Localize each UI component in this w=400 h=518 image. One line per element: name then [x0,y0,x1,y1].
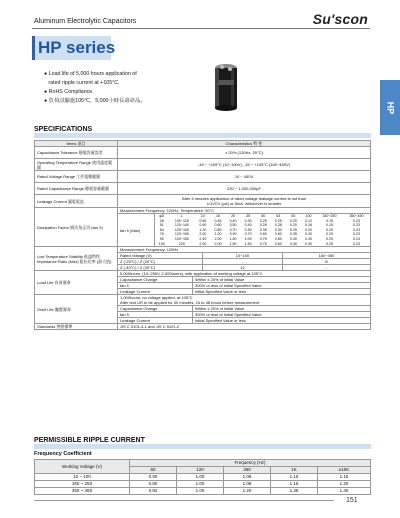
criteria-value: 300% or less of Initial Specified Value [193,312,371,318]
spec-item: Operating Temperature Range 使用溫度範圍 [35,159,118,171]
spec-value [118,195,371,208]
spec-item: Capacitance Tolerance 靜電容量誤差 [35,147,118,159]
coefficient-cell: 0.80 [130,481,177,488]
df-cell: 0.30 [274,227,282,232]
criteria-value: Within ± 20% of initial Value [193,277,371,283]
df-cell: 0.25 [325,241,333,246]
df-cell: φD [159,214,165,218]
df-cell: 100~120 [174,218,189,223]
ripple-row [35,474,371,481]
df-cell: 0.70 [244,232,252,237]
df-cell: 0.23 [352,223,360,228]
df-cell: 0.40 [244,223,252,228]
criteria-value: Initial Specified Value or less [195,318,246,324]
spec-value-line: After 5 minutes application of rated voltage leakage current is not than [181,196,307,201]
df-cell: 2.00 [214,236,222,241]
ripple-row [35,488,371,495]
lt-cell: Rated Voltage (V) [118,253,203,259]
ripple-header-row [35,460,371,467]
df-cell: 80 [291,214,296,218]
table-row [35,324,371,330]
ripple-subtitle: Frequency Coefficient [34,451,92,457]
df-cell: 0.75 [259,241,267,246]
freq-cell: 1K [271,467,318,474]
df-cell: 0.30 [304,236,312,241]
table-row [35,147,371,159]
dissipation-table [155,214,370,246]
table-row [35,295,371,324]
df-cell: 0.60 [259,232,267,237]
df-cell: 0.50 [229,223,237,228]
shelf-life-condition [118,295,370,306]
header-divider [32,28,370,29]
df-cell: 1.00 [244,236,252,241]
df-cell: 0.25 [274,218,282,223]
low-temp-cell [118,247,371,271]
lt-cell: 10~100 [203,253,283,259]
coefficient-cell: 1.15 [271,474,318,481]
criteria-row [118,289,370,295]
df-cell: 0.20 [304,227,312,232]
df-cell: 0.25 [259,218,267,223]
criteria-label: Leakage Current [118,289,193,295]
freq-cell: 120 [177,467,224,474]
voltage-cell: 10 ~ 100 [35,474,130,481]
df-row [155,242,370,247]
df-cell: 0.45 [214,218,222,223]
df-cell: 0.25 [289,227,297,232]
df-cell: 35 [159,218,164,223]
df-cell: 0.20 [325,227,333,232]
df-cell: 0.50 [244,227,252,232]
header-cell: Items 項目 [35,141,118,147]
df-cell: 51 [159,223,164,228]
df-cell: 0.20 [289,223,297,228]
spec-value: JIS C 5101-4-1 and JIS C 5101-2 [118,324,371,330]
df-cell: 2.00 [199,241,207,246]
df-cell: 0.35 [259,227,267,232]
load-life-table [118,277,370,294]
df-cell: 160~250 [322,214,337,218]
df-cell: 0.23 [352,236,360,241]
df-cell: 0.28 [274,223,282,228]
lt-cell: 12 [203,265,283,271]
df-cell: 0.75 [259,236,267,241]
feature-item: ● 負荷試驗施105°C，5,000小時長壽命品。 [44,98,146,104]
ripple-heading: PERMISSIBLE RIPPLE CURRENT [34,437,145,444]
df-cell: 0.80 [214,227,222,232]
lt-cell: - [203,259,283,265]
freq-cell: 360 [224,467,271,474]
table-row [35,208,371,247]
df-cell: 0.23 [352,227,360,232]
lt-cell: 160~450 [283,253,370,259]
df-cell: 63 [276,214,281,218]
dissipation-cell [118,208,371,247]
criteria-value: Initial Specified Value or less [195,289,246,295]
spec-item: Rated Voltage Range 工作電壓範圍 [35,171,118,183]
df-cell: 0.60 [274,241,282,246]
df-cell: 90 [159,236,164,241]
table-row [35,183,371,195]
coefficient-cell: 1.20 [318,481,371,488]
df-cell: 0.60 [274,236,282,241]
coefficient-cell: 1.08 [224,481,271,488]
lt-cell: Z (-25°C) / Z (20°C) [118,259,203,265]
df-cell: 2.00 [199,232,207,237]
capacitor-photo [196,58,254,116]
df-cell: 76 [159,232,164,237]
df-cell: 0.23 [352,218,360,223]
lt-cell: 8 [283,259,370,265]
criteria-value: Within ± 20% of initial Value [193,306,371,312]
coefficient-cell: 0.90 [130,474,177,481]
table-row [35,271,371,295]
lt-cell: - [325,265,328,271]
df-cell: 100 [158,241,165,246]
criteria-label: Capacitance Change [118,306,193,312]
df-cell: L [180,214,183,218]
criteria-value: 300% or less of Initial Specified Value [193,283,371,289]
coefficient-cell: 0.82 [130,488,177,495]
ripple-row [35,481,371,488]
df-cell: 64 [159,227,164,232]
page-number: 151 [346,497,358,504]
lt-cell: Z (-40°C) / Z (20°C) [118,265,203,271]
feature-item: ● Load life of 5,000 hours application of [44,71,137,77]
condition-line: After test UR to be applied for 30 minutes, 24 to 48 hours before measurement [120,300,260,306]
df-cell: 2.40 [199,236,207,241]
df-cell: 0.35 [289,232,297,237]
low-temp-table [118,253,370,270]
spec-item: Standards 參照標準 [35,324,118,330]
table-row [35,247,371,271]
specifications-title-band [34,133,371,138]
df-cell: 1.50 [244,241,252,246]
shelf-life-table [118,306,370,323]
df-cell: 10 [200,214,205,218]
low-temp-row [118,265,370,271]
df-cell: 0.16 [304,223,312,228]
shelf-life-cell [118,295,371,324]
df-cell: 50 [261,214,266,218]
spec-value: 10 ~ 450V [118,171,371,183]
coefficient-cell: 1.35 [271,488,318,495]
criteria-label: Leakage Current [118,318,193,324]
df-label: tan δ (Max) [118,214,155,246]
df-cell: 0.28 [259,223,267,228]
df-cell: 1.20 [199,227,207,232]
condition-line: 1,000hours, no voltage applied, at 105°C [120,295,193,301]
df-cell: 0.15 [325,218,333,223]
ripple-title-band [34,444,371,449]
df-cell: 0.30 [244,218,252,223]
df-cell: 120~190 [174,227,189,232]
spec-value-line: I=3√CV (μA) or 5mA, whichever is smaller [206,201,282,206]
freq-cell: 60 [130,467,177,474]
df-cell: 0.65 [199,218,207,223]
spec-item: Load Life 負荷壽命 [35,271,118,295]
specifications-table [34,140,371,330]
df-cell: 35 [246,214,251,218]
df-cell: 0.40 [229,218,237,223]
header-cell: Characteristics 特 性 [118,141,371,147]
df-cell: 2.00 [214,241,222,246]
spec-item: Shelf Life 擱置壽命 [35,295,118,324]
brand-logo: Su'scon [312,11,368,27]
coefficient-cell: 1.00 [177,488,224,495]
df-cell: 16 [215,214,220,218]
coefficient-cell: 1.00 [177,474,224,481]
df-cell: 100 [305,214,312,218]
df-cell: 1.20 [214,232,222,237]
voltage-cell: 350 ~ 450 [35,488,130,495]
df-cell: 0.25 [325,236,333,241]
coefficient-cell: 1.08 [224,474,271,481]
coefficient-cell: 1.40 [318,488,371,495]
coefficient-cell: 1.15 [318,474,371,481]
df-cell: 120~150 [174,236,189,241]
df-cell: 0.90 [229,232,237,237]
coefficient-cell: 1.00 [177,481,224,488]
df-cell: 0.40 [289,236,297,241]
criteria-label: tan δ [118,312,193,318]
spec-item: Low Temperature Stability 低溫特性 Impedance Ratio (Max) 阻抗比率 (最大值) [35,247,118,271]
df-cell: 0.20 [289,218,297,223]
df-cell: 0.12 [304,218,312,223]
df-cell: 350~450 [349,214,364,218]
criteria-label: Capacitance Change [118,277,193,283]
df-cell: 0.60 [274,232,282,237]
spec-value: -40 ~ +105°C (10~100V), -25 ~ +105°C (160~450V) [118,159,371,171]
feature-item: ● RoHS Compliance. [44,89,94,95]
measurement-note: Measurement Frequency: 120Hz, Temperature: 20°C [118,208,370,214]
criteria-row [118,318,370,324]
voltage-cell: 160 ~ 250 [35,481,130,488]
criteria-label: tan δ [118,283,193,289]
df-cell: 0.60 [214,223,222,228]
coefficient-cell: 1.20 [224,488,271,495]
df-cell: 0.70 [229,227,237,232]
df-cell: 120~190 [174,232,189,237]
footer-divider [34,500,334,501]
ripple-table [34,459,371,495]
coefficient-cell: 1.15 [271,481,318,488]
load-life-condition: 5,000hours, (10~250V, 2,000hours), with application of working voltage at 105°C [118,271,370,277]
measurement-note: Measurement Frequency: 120Hz [118,247,370,253]
spec-item: Leakage Current 漏電電流 [35,195,118,208]
category-label: Aluminum Electrolytic Capacitors [34,18,137,25]
voltage-header: Working Voltage (V) [35,460,130,474]
df-cell: 120~140 [174,223,189,228]
df-cell: 0.23 [352,241,360,246]
load-life-cell [118,271,371,295]
specifications-heading: SPECIFICATIONS [34,126,93,133]
spec-value: ± 20% (120Hz, 20°C) [118,147,371,159]
frequency-header: Frequency (Hz) [130,460,371,467]
df-cell: 25 [231,214,236,218]
table-row [35,195,371,208]
table-row [35,171,371,183]
df-cell: 0.90 [199,223,207,228]
df-cell: 1.50 [229,241,237,246]
spec-value: 220 ~ 1,000,000μF [118,183,371,195]
spec-item: Dissipation Factor 損失角正切 (tan δ) [35,208,118,247]
df-cell: 220 [178,241,185,246]
df-cell: 0.30 [304,232,312,237]
df-cell: 1.50 [229,236,237,241]
freq-cell: ≥10K [318,467,371,474]
df-cell: 0.30 [304,241,312,246]
series-side-tab-label: HP [384,101,395,114]
feature-list [44,70,146,106]
spec-item: Rated Capacitance Range 靜電容量範圍 [35,183,118,195]
table-row [35,159,371,171]
df-cell: 0.40 [289,241,297,246]
feature-item: rated ripple current at +105°C. [48,80,120,86]
series-title: HP series [38,38,116,57]
df-cell: 0.23 [352,232,360,237]
df-cell: 0.20 [325,232,333,237]
df-cell: 0.15 [325,223,333,228]
